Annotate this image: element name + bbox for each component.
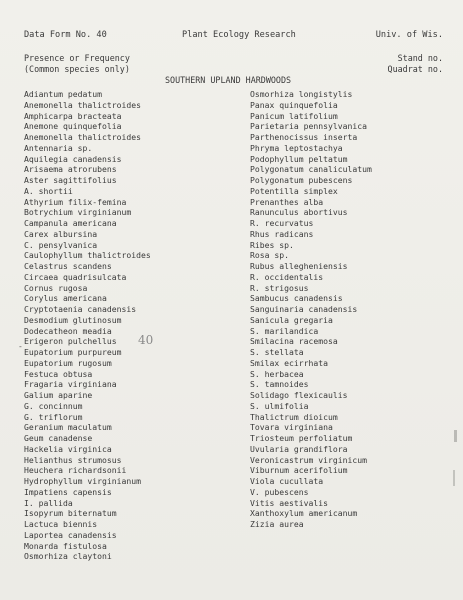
- stand-number-label: Stand no.: [397, 53, 443, 63]
- record-type-line1: Presence or Frequency: [24, 53, 130, 63]
- species-entry: Polygonatum canaliculatum: [250, 164, 372, 175]
- species-entry: Isopyrum biternatum: [24, 508, 117, 519]
- species-entry: Prenanthes alba: [250, 196, 324, 207]
- species-entry: V. pubescens: [250, 486, 309, 497]
- species-entry: Galium aparine: [24, 390, 93, 400]
- species-entry: Arisaema atrorubens: [24, 164, 117, 175]
- species-entry: Phryma leptostachya: [250, 142, 343, 153]
- species-entry: Sanguinaria canadensis: [250, 304, 358, 314]
- species-entry: Ribes sp.: [250, 239, 294, 250]
- community-title: SOUTHERN UPLAND HARDWOODS: [165, 75, 292, 85]
- species-entry: Adiantum pedatum: [24, 89, 102, 99]
- project-title: Plant Ecology Research: [182, 30, 296, 40]
- species-entry: Helianthus strumosus: [24, 454, 122, 465]
- species-entry: Potentilla simplex: [250, 185, 338, 196]
- species-entry: S. ulmifolia: [250, 400, 309, 411]
- species-entry: Viburnum acerifolium: [250, 465, 348, 476]
- species-entry: Thalictrum dioicum: [250, 411, 338, 422]
- species-entry: R. occidentalis: [250, 271, 324, 282]
- species-entry: Podophyllum peltatum: [250, 153, 348, 164]
- species-entry: Aquilegia canadensis: [24, 153, 122, 164]
- species-entry: Sanicula gregaria: [250, 314, 333, 325]
- species-entry: Monarda fistulosa: [24, 540, 107, 551]
- species-entry: Campanula americana: [24, 218, 117, 228]
- species-entry: S. marilandica: [250, 325, 319, 336]
- species-entry: Amphicarpa bracteata: [24, 110, 122, 121]
- species-entry: Botrychium virginianum: [24, 207, 132, 218]
- institution-name: Univ. of Wis.: [375, 30, 443, 40]
- species-entry: Parietaria pennsylvanica: [250, 121, 367, 132]
- species-entry: Dodecatheon meadia: [24, 325, 112, 336]
- species-entry: Osmorhiza longistylis: [250, 89, 353, 99]
- species-column-left: [24, 89, 154, 562]
- species-entry: G. triflorum: [24, 411, 83, 422]
- species-entry: Anemonella thalictroides: [24, 132, 141, 142]
- species-entry: Cryptotaenia canadensis: [24, 304, 137, 314]
- handwritten-annotation: 40: [138, 333, 154, 347]
- species-entry: Tovara virginiana: [250, 422, 333, 433]
- species-entry: Triosteum perfoliatum: [250, 433, 353, 443]
- species-entry: Geum canadense: [24, 433, 93, 443]
- record-type: [24, 53, 130, 75]
- species-entry: C. pensylvanica: [24, 239, 98, 250]
- species-entry: Eupatorium purpureum: [24, 347, 122, 357]
- species-entry: Polygonatum pubescens: [250, 175, 353, 185]
- species-entry: Viola cucullata: [250, 476, 324, 486]
- species-entry: Heuchera richardsonii: [24, 465, 127, 476]
- species-entry: Corylus americana: [24, 293, 107, 304]
- paper-edge-mark: [453, 470, 455, 486]
- form-header: [24, 30, 443, 44]
- species-entry: Laportea canadensis: [24, 529, 117, 540]
- species-entry: Vitis aestivalis: [250, 497, 328, 508]
- species-entry: Carex albursina: [24, 228, 98, 239]
- species-entry: G. concinnum: [24, 400, 83, 411]
- species-entry: Circaea quadrisulcata: [24, 271, 127, 282]
- species-entry: Celastrus scandens: [24, 261, 112, 271]
- species-entry: Rosa sp.: [250, 250, 289, 261]
- species-entry: S. herbacea: [250, 368, 304, 379]
- species-entry: Zizia aurea: [250, 519, 304, 529]
- species-entry: Anemone quinquefolia: [24, 121, 122, 132]
- species-entry: I. pallida: [24, 497, 73, 508]
- stand-info: [388, 53, 443, 75]
- species-entry: Parthenocissus inserta: [250, 132, 358, 142]
- species-entry: Fragaria virginiana: [24, 379, 117, 390]
- species-entry: Veronicastrum virginicum: [250, 454, 367, 465]
- paper-edge-mark: [454, 430, 457, 442]
- species-entry: A. shortii: [24, 185, 73, 196]
- species-entry: Smilacina racemosa: [250, 336, 338, 347]
- species-entry: R. strigosus: [250, 282, 309, 293]
- species-entry: Cornus rugosa: [24, 282, 88, 293]
- species-entry: Sambucus canadensis: [250, 293, 343, 304]
- species-entry: Athyrium filix-femina: [24, 196, 127, 207]
- record-type-line2: (Common species only): [24, 64, 130, 74]
- species-entry: Anemonella thalictroides: [24, 99, 141, 110]
- species-entry: S. tamnoides: [250, 379, 309, 390]
- species-entry: Caulophyllum thalictroides: [24, 250, 151, 261]
- species-entry: S. stellata: [250, 347, 304, 357]
- species-entry: Festuca obtusa: [24, 368, 93, 379]
- species-entry: Geranium maculatum: [24, 422, 112, 433]
- quadrat-number-label: Quadrat no.: [387, 64, 443, 74]
- species-entry: Antennaria sp.: [24, 142, 93, 153]
- species-entry: Rhus radicans: [250, 228, 314, 239]
- form-number: Data Form No. 40: [24, 30, 107, 40]
- species-entry: Panax quinquefolia: [250, 99, 338, 110]
- species-entry: Lactuca biennis: [24, 519, 98, 529]
- species-column-right: [250, 89, 372, 530]
- species-entry: Erigeron pulchellus: [24, 336, 117, 347]
- species-entry: Aster sagittifolius: [24, 175, 117, 185]
- species-entry: Hackelia virginica: [24, 443, 112, 454]
- species-entry: Xanthoxylum americanum: [250, 508, 358, 519]
- species-entry: Hydrophyllum virginianum: [24, 476, 141, 486]
- species-entry: Eupatorium rugosum: [24, 357, 112, 368]
- species-entry: Solidago flexicaulis: [250, 390, 348, 400]
- species-entry: R. recurvatus: [250, 218, 314, 228]
- margin-dash-mark: -: [18, 342, 23, 351]
- species-entry: Osmorhiza claytoni: [24, 551, 112, 562]
- species-entry: Desmodium glutinosum: [24, 314, 122, 325]
- species-entry: Ranunculus abortivus: [250, 207, 348, 218]
- species-entry: Smilax ecirrhata: [250, 357, 328, 368]
- species-entry: Panicum latifolium: [250, 110, 338, 121]
- species-entry: Impatiens capensis: [24, 486, 112, 497]
- species-entry: Uvularia grandiflora: [250, 443, 348, 454]
- species-entry: Rubus allegheniensis: [250, 261, 348, 271]
